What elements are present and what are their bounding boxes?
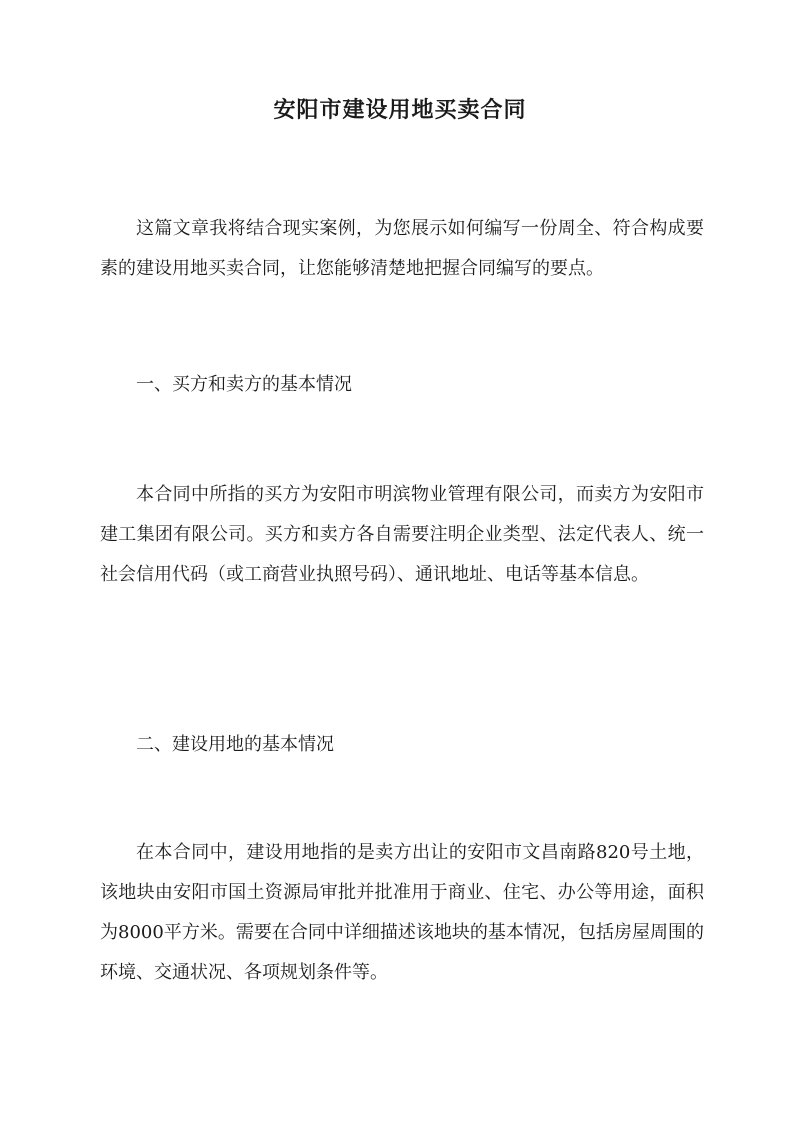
section-1-paragraph: 本合同中所指的买方为安阳市明滨物业管理有限公司，而卖方为安阳市建工集团有限公司。买方和卖方各自需要注明企业类型、法定代表人、统一社会信用代码（或工商营业执照号码）、通讯地址、电话等基本信息。 (100, 484, 704, 585)
section-2-paragraph: 在本合同中，建设用地指的是卖方出让的安阳市文昌南路820号土地，该地块由安阳市国土资源局审批并批准用于商业、住宅、办公等用途，面积为8000平方米。需要在合同中详细描述该地块的基本情况，包括房屋周围的环境、交通状况、各项规划条件等。 (100, 842, 704, 983)
section-1-heading: 一、买方和卖方的基本情况 (136, 374, 352, 395)
section-2-heading: 二、建设用地的基本情况 (136, 734, 334, 755)
document-title: 安阳市建设用地买卖合同 (273, 97, 527, 123)
intro-paragraph: 这篇文章我将结合现实案例，为您展示如何编写一份周全、符合构成要素的建设用地买卖合同，让您能够清楚地把握合同编写的要点。 (100, 218, 704, 279)
